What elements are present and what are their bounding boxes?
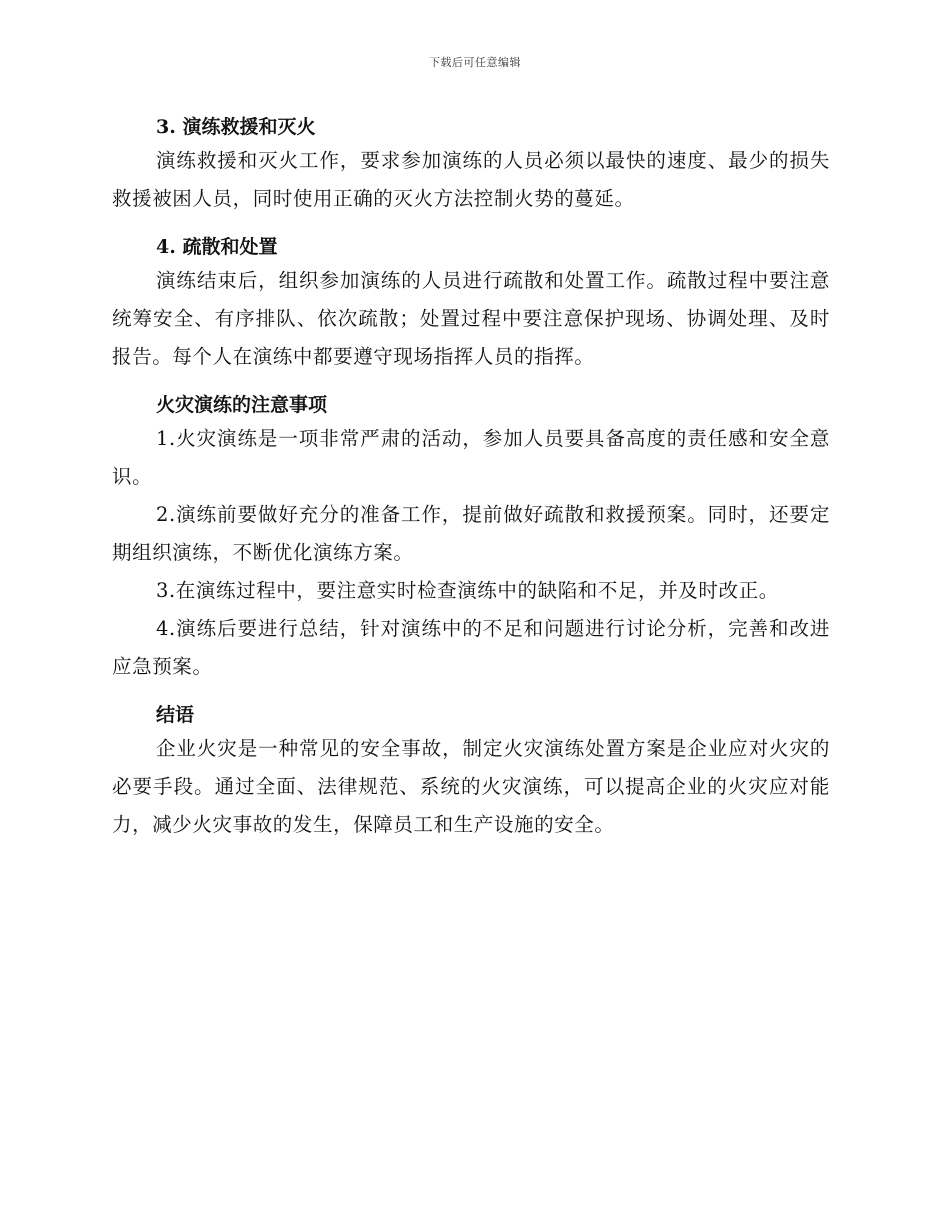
section-heading-rescue: 3. 演练救援和灭火 (156, 116, 316, 138)
section-heading-evacuation: 4. 疏散和处置 (156, 236, 278, 258)
document-body (112, 112, 830, 844)
paragraph-precaution-3: 3.在演练过程中，要注意实时检查演练中的缺陷和不足，并及时改正。 (156, 579, 779, 602)
section-heading-precautions: 火灾演练的注意事项 (156, 394, 328, 416)
paragraph-precaution-4: 4.演练后要进行总结，针对演练中的不足和问题进行讨论分析，完善和改进应急预案。 (112, 617, 830, 678)
section-heading-conclusion: 结语 (156, 704, 195, 726)
paragraph-evacuation: 演练结束后，组织参加演练的人员进行疏散和处置工作。疏散过程中要注意统筹安全、有序排队、依次疏散；处置过程中要注意保护现场、协调处理、及时报告。每个人在演练中都要遵守现场指挥人员的指挥。 (112, 269, 830, 368)
paragraph-conclusion: 企业火灾是一种常见的安全事故，制定火灾演练处置方案是企业应对火灾的必要手段。通过全面、法律规范、系统的火灾演练，可以提高企业的火灾应对能力，减少火灾事故的发生，保障员工和生产设施的安全。 (112, 737, 830, 836)
paragraph-precaution-1: 1.火灾演练是一项非常严肃的活动，参加人员要具备高度的责任感和安全意识。 (112, 427, 830, 488)
paragraph-rescue: 演练救援和灭火工作，要求参加演练的人员必须以最快的速度、最少的损失救援被困人员，同时使用正确的灭火方法控制火势的蔓延。 (112, 149, 830, 210)
paragraph-precaution-2: 2.演练前要做好充分的准备工作，提前做好疏散和救援预案。同时，还要定期组织演练，不断优化演练方案。 (112, 503, 830, 564)
page-header-note: 下载后可任意编辑 (429, 56, 521, 69)
